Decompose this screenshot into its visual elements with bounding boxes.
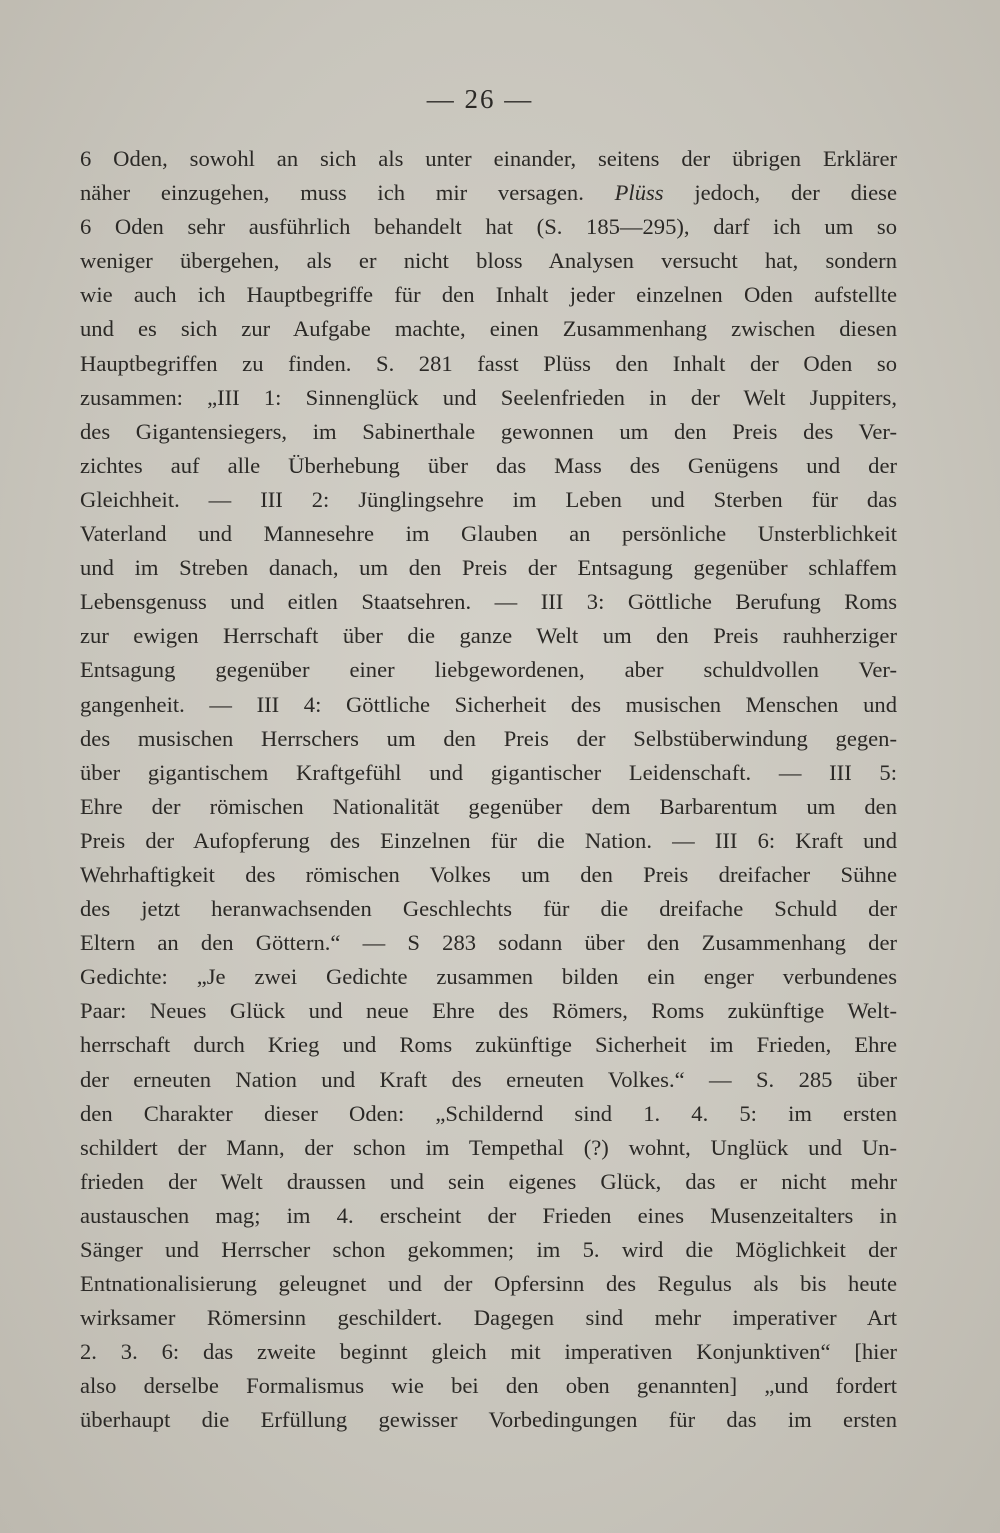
text-line: also derselbe Formalismus wie bei den oben genannten] „und fordert (80, 1373, 897, 1399)
text-line: Sänger und Herrscher schon gekommen; im 5. wird die Möglichkeit der (80, 1237, 897, 1262)
text-line: zichtes auf alle Überhebung über das Mass des Genügens und der (80, 452, 897, 478)
text-line: frieden der Welt draussen und sein eigenes Glück, das er nicht mehr (80, 1168, 897, 1194)
text-line: des Gigantensiegers, im Sabinerthale gewonnen um den Preis des Ver- (80, 418, 897, 444)
text-line: näher einzugehen, muss ich mir versagen. Plüss jedoch, der diese (80, 180, 897, 206)
text-line: 6 Oden, sowohl an sich als unter einander, seitens der übrigen Erklärer (80, 146, 897, 171)
text-line: den Charakter dieser Oden: „Schildernd sind 1. 4. 5: im ersten (80, 1100, 897, 1126)
text-line: herrschaft durch Krieg und Roms zukünftige Sicherheit im Frieden, Ehre (80, 1032, 897, 1058)
text-line: und im Streben danach, um den Preis der Entsagung gegenüber schlaffem (80, 555, 897, 581)
text-line: Ehre der römischen Nationalität gegenüber dem Barbarentum um den (80, 793, 897, 819)
text-line: überhaupt die Erfüllung gewisser Vorbedingungen für das im ersten (80, 1407, 897, 1433)
text-line: der erneuten Nation und Kraft des erneuten Volkes.“ — S. 285 über (80, 1066, 897, 1092)
text-line: Entnationalisierung geleugnet und der Opfersinn des Regulus als bis heute (80, 1271, 897, 1297)
author-name-italic: Plüss (614, 180, 664, 206)
text-line: und es sich zur Aufgabe machte, einen Zusammenhang zwischen diesen (80, 316, 897, 342)
text-line: Gedichte: „Je zwei Gedichte zusammen bilden ein enger verbundenes (80, 964, 897, 990)
page-number: — 26 — (426, 84, 534, 114)
text-line: zur ewigen Herrschaft über die ganze Welt um den Preis rauhherziger (80, 623, 897, 649)
text-line: des musischen Herrschers um den Preis der Selbstüberwindung gegen- (80, 725, 897, 751)
text-line: schildert der Mann, der schon im Tempethal (?) wohnt, Unglück und Un- (80, 1134, 897, 1160)
text-line: Wehrhaftigkeit des römischen Volkes um den Preis dreifacher Sühne (80, 861, 897, 887)
text-line: Lebensgenuss und eitlen Staatsehren. — III 3: Göttliche Berufung Roms (80, 589, 897, 615)
text-line: Eltern an den Göttern.“ — S 283 sodann über den Zusammenhang der (80, 930, 897, 956)
text-line: 6 Oden sehr ausführlich behandelt hat (S. 185—295), darf ich um so (80, 214, 897, 240)
text-line: gangenheit. — III 4: Göttliche Sicherheit des musischen Menschen und (80, 691, 897, 717)
text-line: Gleichheit. — III 2: Jünglingsehre im Leben und Sterben für das (80, 486, 897, 512)
text-line: wie auch ich Hauptbegriffe für den Inhalt jeder einzelnen Oden aufstellte (80, 282, 897, 308)
text-line: über gigantischem Kraftgefühl und gigantischer Leidenschaft. — III 5: (80, 759, 897, 785)
text-line: Vaterland und Mannesehre im Glauben an persönliche Unsterblichkeit (80, 521, 897, 547)
text-line: Entsagung gegenüber einer liebgewordenen, aber schuldvollen Ver- (80, 657, 897, 683)
text-line: austauschen mag; im 4. erscheint der Frieden eines Musenzeitalters in (80, 1202, 897, 1228)
text-line: Paar: Neues Glück und neue Ehre des Römers, Roms zukünftige Welt- (80, 998, 897, 1024)
text-line: des jetzt heranwachsenden Geschlechts für die dreifache Schuld der (80, 896, 897, 922)
text-line: weniger übergehen, als er nicht bloss Analysen versucht hat, sondern (80, 248, 897, 274)
text-line: wirksamer Römersinn geschildert. Dagegen sind mehr imperativer Art (80, 1305, 897, 1331)
text-line: 2. 3. 6: das zweite beginnt gleich mit imperativen Konjunktiven“ [hier (80, 1339, 897, 1365)
text-line: Preis der Aufopferung des Einzelnen für die Nation. — III 6: Kraft und (80, 827, 897, 853)
body-text (80, 142, 897, 1438)
text-line: Hauptbegriffen zu finden. S. 281 fasst Plüss den Inhalt der Oden so (80, 350, 897, 376)
text-line: zusammen: „III 1: Sinnenglück und Seelenfrieden in der Welt Juppiters, (80, 384, 897, 410)
